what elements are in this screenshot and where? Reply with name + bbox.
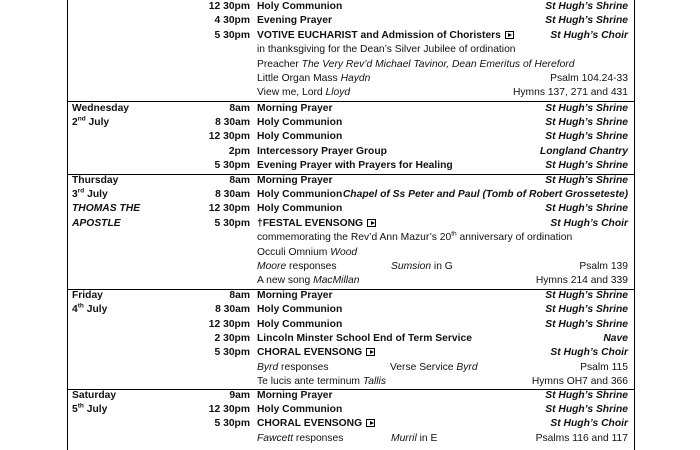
service-location: St Hugh’s Choir <box>550 347 628 359</box>
video-icon[interactable] <box>366 348 375 356</box>
responses-line: Moore responses <box>257 260 337 272</box>
schedule-row <box>68 417 634 431</box>
schedule-row <box>68 289 634 303</box>
music-line <box>257 246 627 260</box>
service-time: 8 30am <box>215 188 250 200</box>
service-time: 5 30pm <box>214 160 250 172</box>
canticles: Verse Service Byrd <box>390 361 478 373</box>
schedule-row <box>68 260 634 274</box>
music-composer: Tallis <box>362 376 386 388</box>
service-time: 12 30pm <box>208 1 250 12</box>
day-date: 2nd July <box>72 115 110 128</box>
service-title: Holy Communion <box>257 131 343 143</box>
service-note: commemorating the Rev’d Ann Mazur’s 20th anniversary of ordination <box>257 230 573 244</box>
service-time: 12 30pm <box>208 318 250 330</box>
schedule-row <box>68 389 634 403</box>
service-title: Holy Communion <box>257 116 343 128</box>
service-time: 5 30pm <box>214 217 250 229</box>
schedule-row <box>68 202 634 216</box>
preacher-line <box>257 58 627 72</box>
service-location: St Hugh’s Shrine <box>545 116 628 128</box>
service-location: St Hugh’s Choir <box>550 217 628 229</box>
hymns-note: Hymns OH7 and 366 <box>531 376 628 388</box>
schedule-row <box>68 43 634 57</box>
service-location: St Hugh’s Shrine <box>545 389 628 401</box>
service-time: 4 30pm <box>214 15 250 27</box>
service-location: St Hugh’s Shrine <box>545 174 628 186</box>
music-title: Te lucis ante terminum <box>257 376 361 388</box>
schedule-row <box>68 375 634 389</box>
schedule-row <box>68 332 634 346</box>
schedule-row <box>68 217 634 231</box>
service-title: Holy Communion <box>257 318 343 330</box>
music-composer: Haydn <box>340 73 371 84</box>
schedule-row <box>68 14 634 28</box>
video-icon[interactable] <box>366 419 375 427</box>
service-location: St Hugh’s Choir <box>550 29 628 41</box>
schedule-row <box>68 188 634 202</box>
service-title: Intercessory Prayer Group <box>257 145 387 157</box>
music-title: Occuli Omnium <box>257 246 328 258</box>
schedule-row <box>68 432 634 446</box>
service-location: St Hugh’s Shrine <box>545 131 628 143</box>
music-title: Little Organ Mass <box>257 73 338 84</box>
feast-name: THOMAS THE <box>72 203 141 215</box>
service-time: 8 30am <box>215 116 250 128</box>
service-time: 9am <box>229 389 250 401</box>
psalm-note: Psalm 139 <box>579 260 628 272</box>
service-title: Evening Prayer with Prayers for Healing <box>257 160 453 172</box>
service-title: Morning Prayer <box>257 289 333 301</box>
schedule-row <box>68 159 634 173</box>
service-title: Holy Communion <box>257 403 343 415</box>
schedule-row <box>68 130 634 144</box>
schedule-row <box>68 274 634 288</box>
service-location: St Hugh’s Shrine <box>545 318 628 330</box>
canticles: Sumsion in G <box>391 260 453 272</box>
service-title: †FESTAL EVENSONG <box>257 217 364 229</box>
responses-line: Fawcett responses <box>257 432 344 444</box>
service-location: St Hugh’s Shrine <box>545 403 628 415</box>
psalm-note: Psalms 116 and 117 <box>535 432 628 444</box>
service-title: Morning Prayer <box>257 174 333 186</box>
service-location: St Hugh’s Shrine <box>545 289 628 301</box>
service-location: Chapel of Ss Peter and Paul (Tomb of Robert Grosseteste) <box>342 188 628 200</box>
service-location: St Hugh’s Shrine <box>545 1 628 12</box>
service-time: 5 30pm <box>214 347 250 359</box>
service-time: 12 30pm <box>208 203 250 215</box>
service-title: VOTIVE EUCHARIST and Admission of Choristers <box>257 29 501 41</box>
service-title: Evening Prayer <box>257 15 332 27</box>
schedule-row <box>68 346 634 360</box>
service-title: Lincoln Minster School End of Term Service <box>257 332 472 344</box>
service-location: St Hugh’s Shrine <box>545 160 628 172</box>
service-time: 8am <box>229 102 250 114</box>
service-time: 12 30pm <box>208 403 250 415</box>
responses-line: Byrd responses <box>257 361 329 373</box>
schedule-row <box>68 29 634 43</box>
psalm-note: Psalm 104.24-33 <box>550 73 628 84</box>
service-location: St Hugh’s Choir <box>550 418 628 430</box>
schedule-row <box>68 0 634 14</box>
service-note: in thanksgiving for the Dean’s Silver Jubilee of ordination <box>257 44 516 56</box>
schedule-row <box>68 86 634 100</box>
service-time: 8 30am <box>215 304 250 316</box>
preacher-name: The Very Rev’d Michael Tavinor, Dean Emeritus of Hereford <box>301 58 575 70</box>
feast-name: APOSTLE <box>72 217 121 229</box>
day-date: 3rd July <box>72 187 108 200</box>
schedule-row <box>68 58 634 72</box>
service-time: 5 30pm <box>214 418 250 430</box>
schedule-row <box>68 116 634 130</box>
schedule-row <box>68 246 634 260</box>
schedule-row <box>68 303 634 317</box>
hymns-note: Hymns 137, 271 and 431 <box>512 87 628 99</box>
day-name: Friday <box>72 289 103 301</box>
service-location: St Hugh’s Shrine <box>545 15 628 27</box>
service-time: 8am <box>229 289 250 301</box>
schedule-row <box>68 72 634 86</box>
service-title: CHORAL EVENSONG <box>257 347 363 359</box>
service-location: Nave <box>603 332 628 344</box>
service-title: Holy Communion <box>257 304 343 316</box>
service-time: 2 30pm <box>214 332 250 344</box>
schedule-row <box>68 403 634 417</box>
service-time: 12 30pm <box>208 131 250 143</box>
music-composer: Wood <box>330 246 358 258</box>
video-icon[interactable] <box>367 219 376 227</box>
schedule-row <box>68 231 634 245</box>
music-title: View me, Lord <box>257 87 323 99</box>
preacher-label: Preacher <box>257 58 299 70</box>
music-title: A new song <box>257 275 311 287</box>
schedule-row <box>68 174 634 188</box>
service-location: Longland Chantry <box>539 145 628 157</box>
service-schedule <box>67 0 635 450</box>
music-composer: MacMillan <box>313 275 360 287</box>
music-composer: Lloyd <box>325 87 351 99</box>
day-date: 4th July <box>72 302 108 316</box>
service-title: Holy Communion <box>257 188 343 200</box>
day-name: Saturday <box>72 389 117 401</box>
schedule-row <box>68 145 634 159</box>
day-name: Thursday <box>72 174 119 186</box>
service-title: CHORAL EVENSONG <box>257 418 363 430</box>
hymns-note: Hymns 214 and 339 <box>535 275 628 287</box>
service-location: St Hugh’s Shrine <box>545 102 628 114</box>
service-location: St Hugh’s Shrine <box>545 203 628 215</box>
service-time: 8am <box>229 174 250 186</box>
video-icon[interactable] <box>505 31 514 39</box>
canticles: Murril in E <box>391 432 438 444</box>
schedule-row <box>68 318 634 332</box>
service-title: Holy Communion <box>257 203 343 215</box>
service-title: Morning Prayer <box>257 389 333 401</box>
schedule-row <box>68 102 634 116</box>
psalm-note: Psalm 115 <box>580 361 628 373</box>
day-date: 5th July <box>72 402 108 415</box>
service-location: St Hugh’s Shrine <box>545 304 628 316</box>
service-time: 2pm <box>228 145 250 157</box>
day-name: Wednesday <box>72 102 130 114</box>
service-title: Morning Prayer <box>257 102 333 114</box>
service-title: Holy Communion <box>257 1 343 12</box>
service-time: 5 30pm <box>214 29 250 41</box>
schedule-row <box>68 361 634 375</box>
